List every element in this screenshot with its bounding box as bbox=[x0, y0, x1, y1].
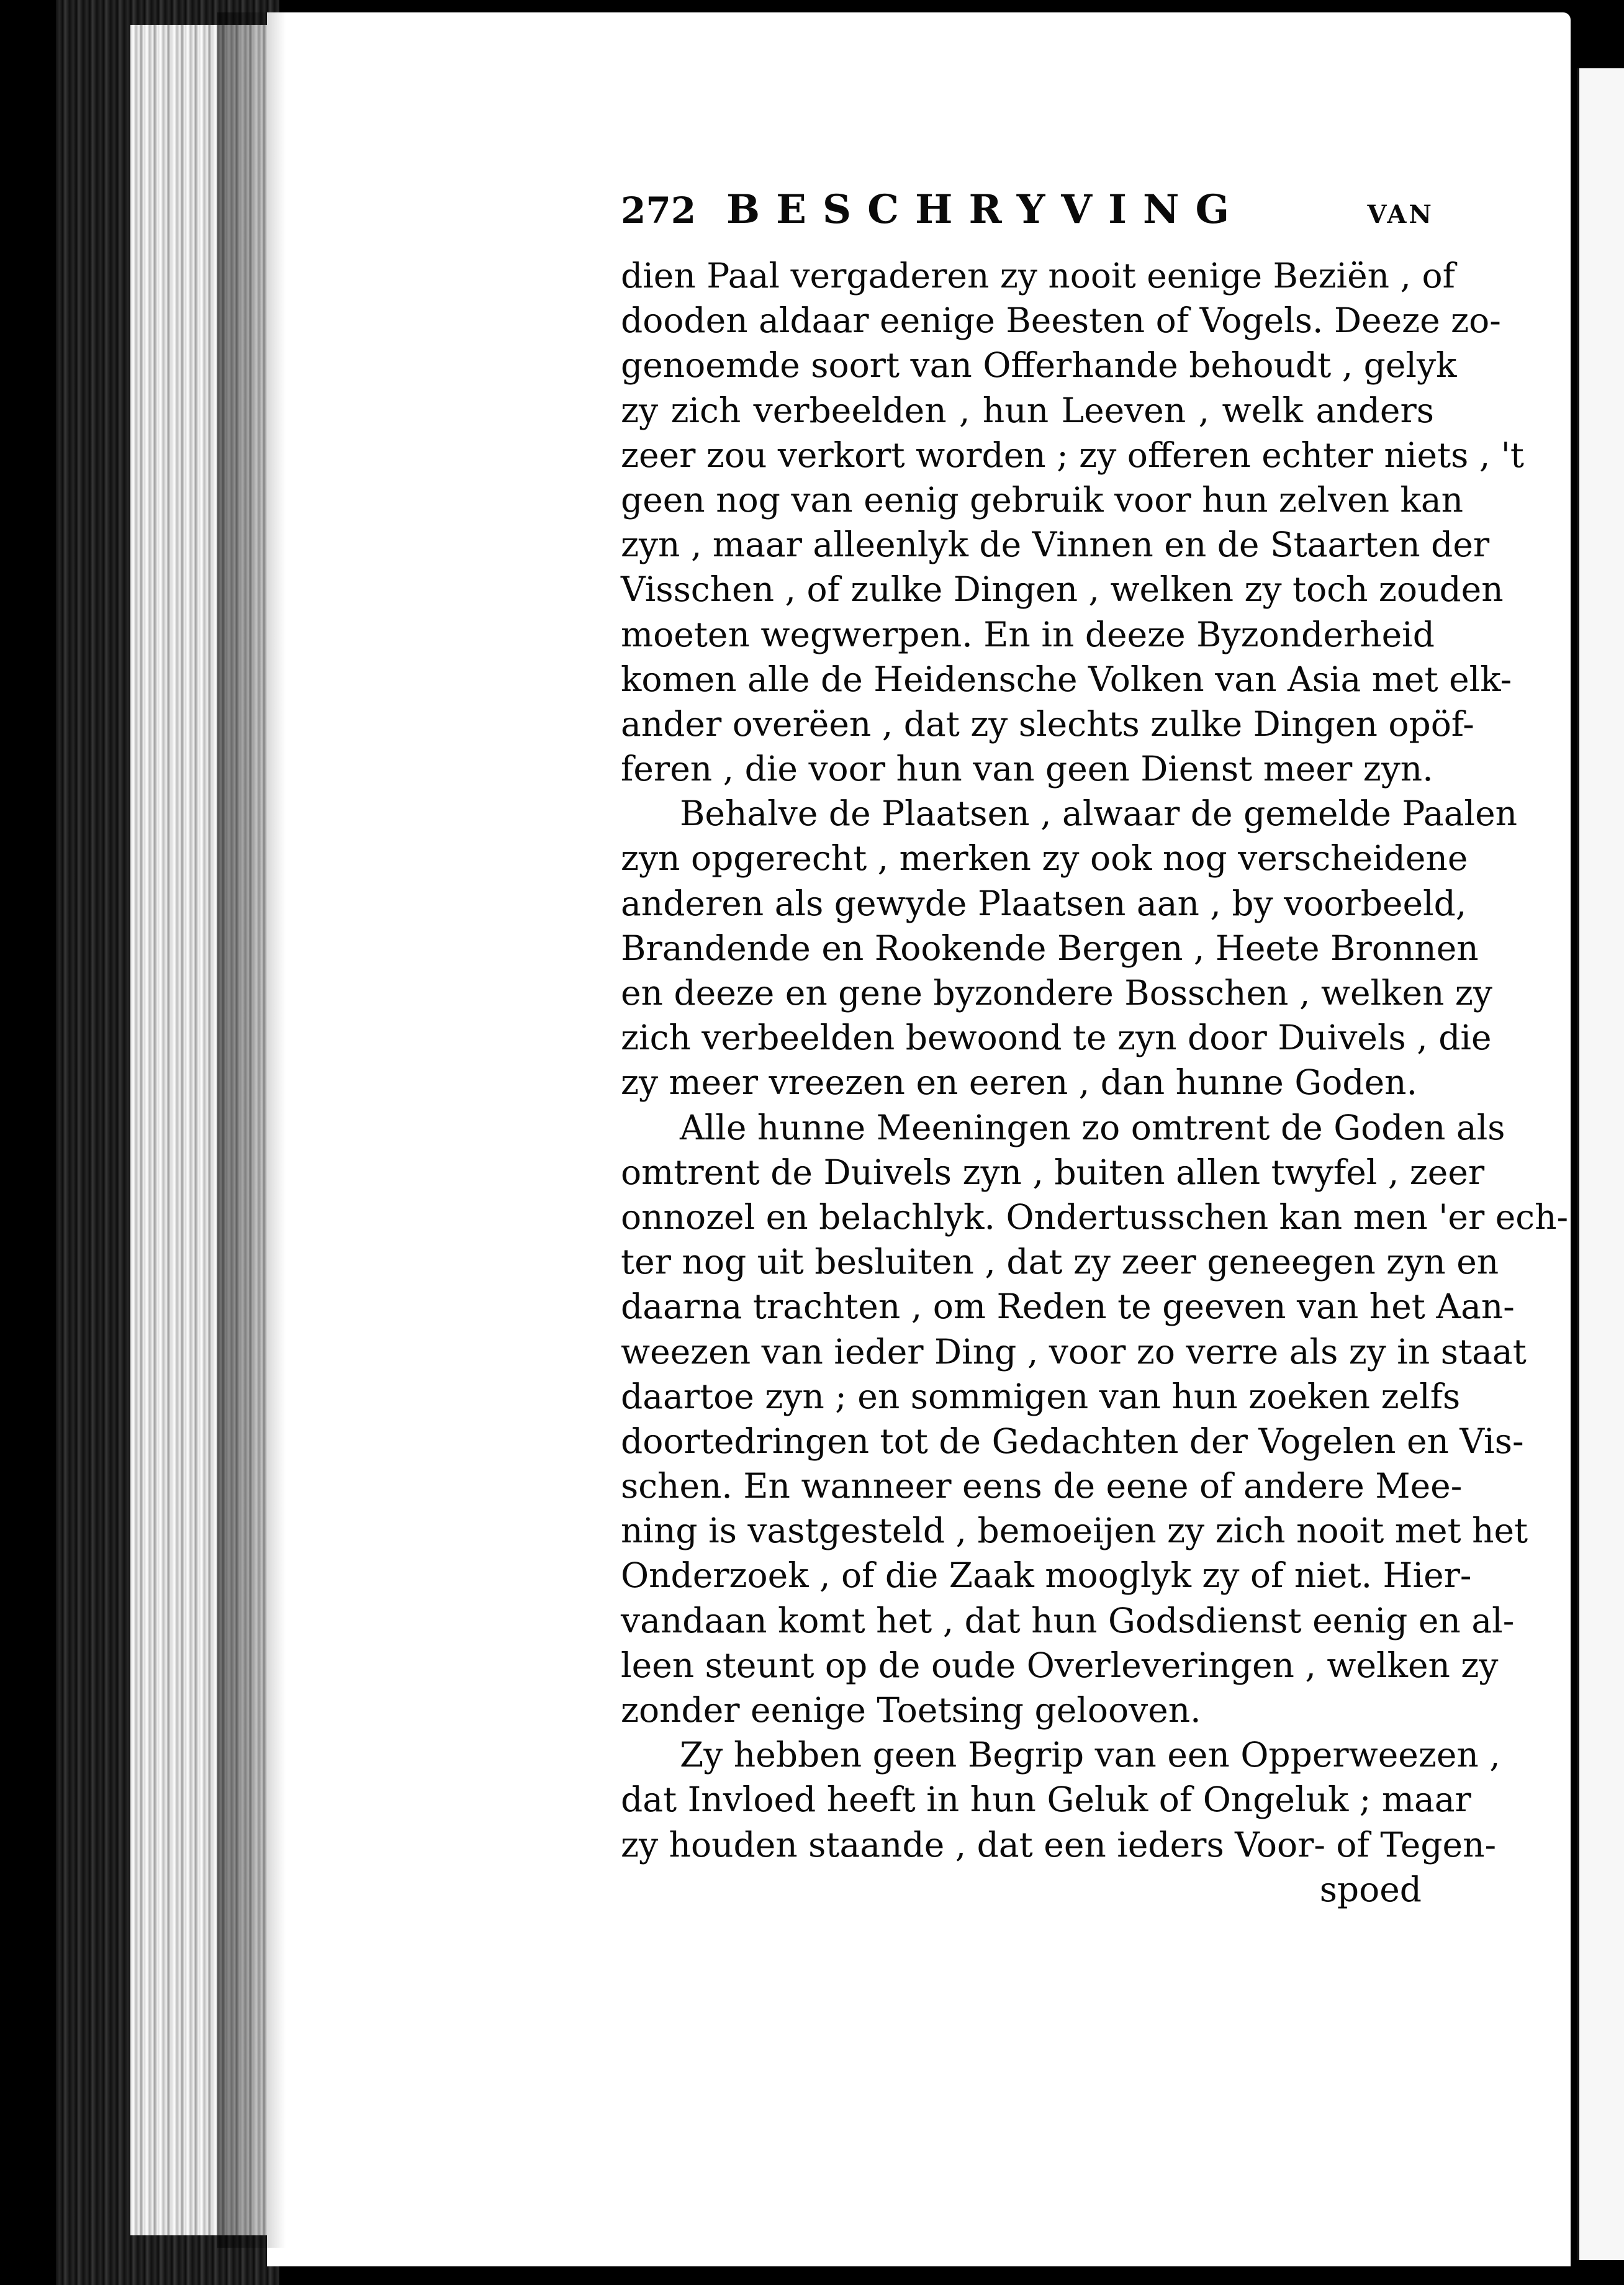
text-line: daarna trachten , om Reden te geeven van het Aan- bbox=[621, 1287, 1515, 1327]
text-line: zonder eenige Toetsing gelooven. bbox=[621, 1690, 1201, 1730]
text-line: Behalve de Plaatsen , alwaar de gemelde Paalen bbox=[680, 794, 1518, 834]
text-line: zy meer vreezen en eeren , dan hunne Goden. bbox=[621, 1062, 1418, 1103]
text-line: Onderzoek , of die Zaak mooglyk zy of niet. Hier- bbox=[621, 1555, 1472, 1596]
body-text bbox=[621, 253, 1569, 1912]
text-line: zyn , maar alleenlyk de Vinnen en de Staarten der bbox=[621, 525, 1490, 565]
text-line: Visschen , of zulke Dingen , welken zy toch zouden bbox=[621, 569, 1504, 610]
text-line: feren , die voor hun van geen Dienst meer zyn. bbox=[621, 749, 1433, 789]
text-line: genoemde soort van Offerhande behoudt , gelyk bbox=[621, 345, 1457, 386]
text-line: moeten wegwerpen. En in deeze Byzonderheid bbox=[621, 614, 1435, 654]
text-line: ander overëen , dat zy slechts zulke Dingen opöf- bbox=[621, 704, 1474, 744]
text-line: dooden aldaar eenige Beesten of Vogels. Deeze zo- bbox=[621, 301, 1501, 341]
page-header bbox=[621, 186, 1434, 248]
text-line: ter nog uit besluiten , dat zy zeer geneegen zyn en bbox=[621, 1242, 1499, 1282]
text-line: Alle hunne Meeningen zo omtrent de Goden als bbox=[680, 1107, 1505, 1147]
running-title-end: VAN bbox=[1367, 200, 1434, 229]
catchword: spoed bbox=[1319, 1869, 1422, 1909]
text-line: dat Invloed heeft in hun Geluk of Ongeluk ; maar bbox=[621, 1780, 1471, 1820]
running-title: BESCHRYVING bbox=[726, 186, 1246, 233]
text-line: dien Paal vergaderen zy nooit eenige Beziën , of bbox=[621, 256, 1455, 296]
text-line: leen steunt op de oude Overleveringen , welken zy bbox=[621, 1645, 1499, 1685]
text-line: daartoe zyn ; en sommigen van hun zoeken zelfs bbox=[621, 1376, 1461, 1416]
text-line: omtrent de Duivels zyn , buiten allen twyfel , zeer bbox=[621, 1152, 1485, 1192]
facing-page-edge bbox=[1577, 68, 1624, 2260]
text-line: onnozel en belachlyk. Ondertusschen kan men 'er ech- bbox=[621, 1197, 1569, 1237]
text-line: schen. En wanneer eens de eene of andere Mee- bbox=[621, 1466, 1463, 1506]
text-line: ning is vastgesteld , bemoeijen zy zich nooit met het bbox=[621, 1511, 1528, 1551]
text-line: Zy hebben geen Begrip van een Opperweezen , bbox=[680, 1735, 1500, 1775]
text-line: Brandende en Rookende Bergen , Heete Bronnen bbox=[621, 928, 1479, 968]
text-line: vandaan komt het , dat hun Godsdienst eenig en al- bbox=[621, 1600, 1515, 1640]
text-line: zy houden staande , dat een ieders Voor- of Tegen- bbox=[621, 1824, 1497, 1865]
text-line: doortedringen tot de Gedachten der Vogelen en Vis- bbox=[621, 1421, 1524, 1461]
text-line: zy zich verbeelden , hun Leeven , welk anders bbox=[621, 390, 1434, 430]
text-line: anderen als gewyde Plaatsen aan , by voorbeeld, bbox=[621, 883, 1467, 923]
text-line: zeer zou verkort worden ; zy offeren echter niets , 't bbox=[621, 435, 1525, 475]
text-line: zyn opgerecht , merken zy ook nog verscheidene bbox=[621, 838, 1468, 879]
text-line: geen nog van eenig gebruik voor hun zelven kan bbox=[621, 479, 1464, 520]
gutter-shadow bbox=[217, 12, 286, 2248]
text-line: weezen van ieder Ding , voor zo verre als zy in staat bbox=[621, 1331, 1527, 1372]
text-line: zich verbeelden bewoond te zyn door Duivels , die bbox=[621, 1018, 1492, 1058]
page-text-block bbox=[621, 186, 1569, 1912]
text-line: komen alle de Heidensche Volken van Asia met elk- bbox=[621, 659, 1512, 699]
text-line: en deeze en gene byzondere Bosschen , welken zy bbox=[621, 973, 1492, 1013]
page-number: 272 bbox=[621, 189, 697, 232]
